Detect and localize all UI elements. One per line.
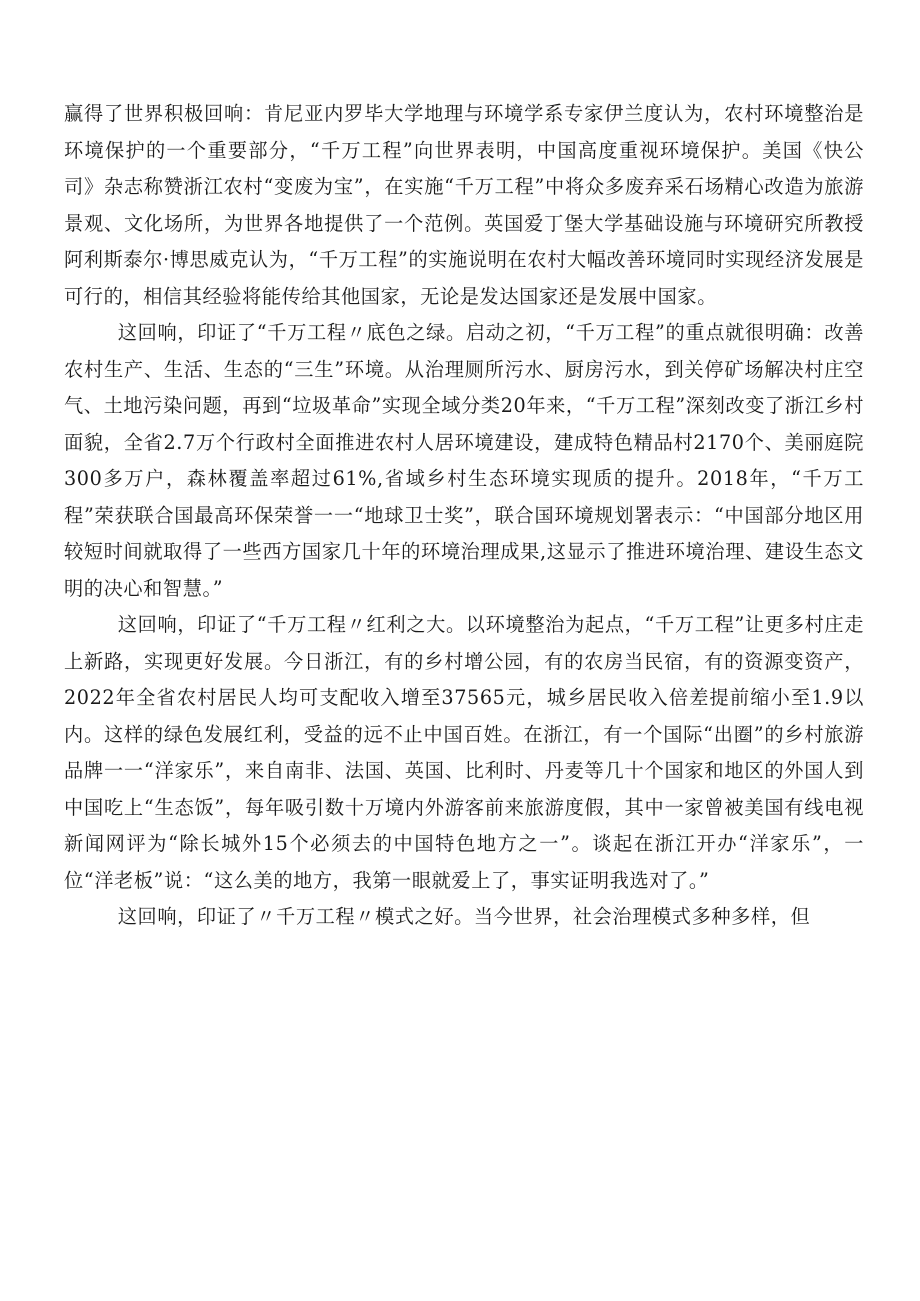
paragraph-1: 赢得了世界积极回响：肯尼亚内罗毕大学地理与环境学系专家伊兰度认为，农村环境整治是环境保护的一个重要部分，“千万工程”向世界表明，中国高度重视环境保护。美国《快公司》杂志称赞浙江农村“变废为宝”，在实施“千万工程”中将众多废弃采石场精心改造为旅游景观、文化场所，为世界各地提供了一个范例。英国爱丁堡大学基础设施与环境研究所教授阿利斯泰尔·博思威克认为，“千万工程”的实施说明在农村大幅改善环境同时实现经济发展是可行的，相信其经验将能传给其他国家，无论是发达国家还是发展中国家。	[64, 102, 864, 308]
paragraph-3: 这回响，印证了“千万工程〃红利之大。以环境整治为起点，“千万工程”让更多村庄走上新路，实现更好发展。今日浙江，有的乡村增公园，有的农房当民宿，有的资源变资产，2022年全省农村居民人均可支配收入增至37565元，城乡居民收入倍差提前缩小至1.9以内。这样的绿色发展红利，受益的远不止中国百姓。在浙江，有一个国际“出圈”的乡村旅游品牌一一“洋家乐”，来自南非、法国、英国、比利时、丹麦等几十个国家和地区的外国人到中国吃上“生态饭”，每年吸引数十万境内外游客前来旅游度假，其中一家曾被美国有线电视新闻网评为“除长城外15个必须去的中国特色地方之一”。谈起在浙江开办“洋家乐”，一位“洋老板”说：“这么美的地方，我第一眼就爱上了，事实证明我选对了。”	[64, 613, 864, 892]
paragraph-2: 这回响，印证了“千万工程〃底色之绿。启动之初，“千万工程”的重点就很明确：改善农村生产、生活、生态的“三生”环境。从治理厕所污水、厨房污水，到关停矿场解决村庄空气、土地污染问题，再到“垃圾革命”实现全域分类20年来，“千万工程”深刻改变了浙江乡村面貌，全省2.7万个行政村全面推进农村人居环境建设，建成特色精品村2170个、美丽庭院300多万户，森林覆盖率超过61%,省域乡村生态环境实现质的提升。2018年，“千万工程”荣获联合国最高环保荣誉一一“地球卫士奖”，联合国环境规划署表示：“中国部分地区用较短时间就取得了一些西方国家几十年的环境治理成果,这显示了推进环境治理、建设生态文明的决心和智慧。”	[64, 321, 864, 600]
document-body	[64, 96, 864, 936]
paragraph-4: 这回响，印证了〃千万工程〃模式之好。当今世界，社会治理模式多种多样，但	[117, 905, 811, 928]
